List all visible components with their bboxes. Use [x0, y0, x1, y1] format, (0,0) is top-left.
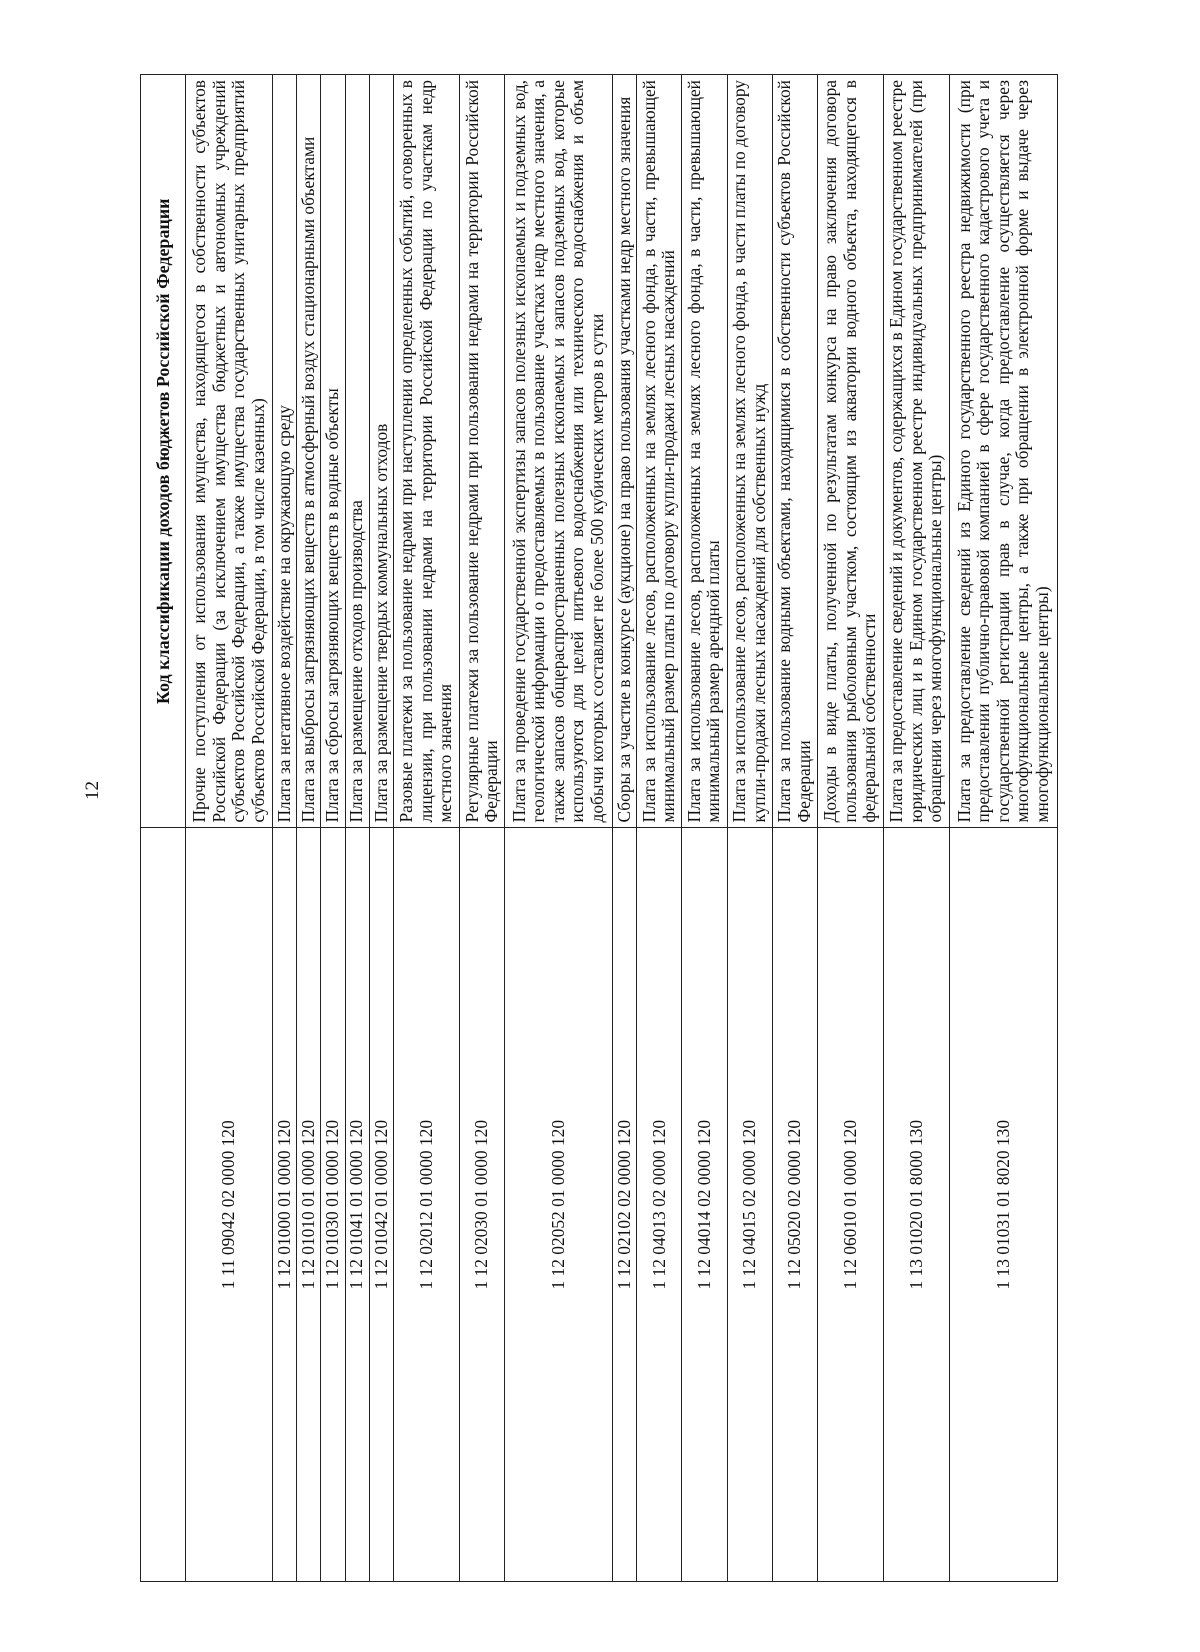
table-header-code	[141, 828, 186, 1582]
rotated-table-container	[140, 74, 1058, 1582]
income-description: Плата за пользование водными объектами, находящимися в собственности субъектов Российской Федерации	[772, 75, 817, 829]
table-row	[297, 75, 321, 1582]
income-code: 1 11 09042 02 0000 120	[186, 828, 273, 1582]
income-description: Плата за предоставление сведений из Единого государственного реестра недвижимости (при предоставлении публично-правовой компанией в сфере государственного кадастрового учета и государственной регистрации прав в случае, когда предоставление осуществляется через многофункциональные центры, а также при обращении в электронной форме и выдаче через многофункциональные центры)	[949, 75, 1057, 829]
income-description: Регулярные платежи за пользование недрами при пользовании недрами на территории Российской Федерации	[459, 75, 504, 829]
income-code: 1 12 01041 01 0000 120	[345, 828, 369, 1582]
income-description: Доходы в виде платы, полученной по результатам конкурса на право заключения договора пользования рыболовным участком, состоящим из акватории водного объекта, находящегося в федеральной собственности	[817, 75, 883, 829]
page-number: 12	[82, 781, 103, 800]
income-code: 1 12 04013 02 0000 120	[637, 828, 682, 1582]
table-row	[369, 75, 393, 1582]
income-description: Плата за негативное воздействие на окружающую среду	[273, 75, 297, 829]
income-description: Плата за размещение отходов производства	[345, 75, 369, 829]
income-code: 1 12 02012 01 0000 120	[393, 828, 459, 1582]
income-code: 1 13 01031 01 8020 130	[949, 828, 1057, 1582]
income-description: Плата за использование лесов, расположенных на землях лесного фонда, в части, превышающей минимальный размер платы по договору купли-продажи лесных насаждений	[637, 75, 682, 829]
income-code: 1 12 01042 01 0000 120	[369, 828, 393, 1582]
income-description: Плата за использование лесов, расположенных на землях лесного фонда, в части, превышающей минимальный размер арендной платы	[682, 75, 727, 829]
income-code: 1 12 05020 02 0000 120	[772, 828, 817, 1582]
table-row	[772, 75, 817, 1582]
table-row	[345, 75, 369, 1582]
table-row	[505, 75, 613, 1582]
income-description: Разовые платежи за пользование недрами при наступлении определенных событий, оговоренных в лицензии, при пользовании недрами на территории Российской Федерации по участкам недр местного значения	[393, 75, 459, 829]
income-description: Сборы за участие в конкурсе (аукционе) на право пользования участками недр местного значения	[613, 75, 637, 829]
income-description: Плата за предоставление сведений и документов, содержащихся в Едином государственном реестре юридических лиц и в Едином государственном реестре индивидуальных предпринимателей (при обращении через многофункциональные центры)	[883, 75, 949, 829]
income-code: 1 12 01030 01 0000 120	[321, 828, 345, 1582]
table-header-title: Код классификации доходов бюджетов Российской Федерации	[141, 75, 186, 829]
income-code: 1 12 02030 01 0000 120	[459, 828, 504, 1582]
table-row	[682, 75, 727, 1582]
income-code: 1 12 02052 01 0000 120	[505, 828, 613, 1582]
table-row	[321, 75, 345, 1582]
table-row	[459, 75, 504, 1582]
income-code: 1 12 01010 01 0000 120	[297, 828, 321, 1582]
table-row	[273, 75, 297, 1582]
income-code: 1 12 06010 01 0000 120	[817, 828, 883, 1582]
income-description: Плата за проведение государственной экспертизы запасов полезных ископаемых и подземных вод, геологической информации о предоставляемых в пользование участках недр местного значения, а также запасов общераспространенных полезных ископаемых и запасов подземных вод, которые используются для целей питьевого водоснабжения или технического водоснабжения и объем добычи которых составляет не более 500 кубических метров в сутки	[505, 75, 613, 829]
income-code: 1 13 01020 01 8000 130	[883, 828, 949, 1582]
table-row	[883, 75, 949, 1582]
income-description: Плата за выбросы загрязняющих веществ в атмосферный воздух стационарными объектами	[297, 75, 321, 829]
table-row	[613, 75, 637, 1582]
table-row	[727, 75, 772, 1582]
income-description: Плата за сбросы загрязняющих веществ в водные объекты	[321, 75, 345, 829]
income-description: Плата за размещение твердых коммунальных отходов	[369, 75, 393, 829]
income-code: 1 12 02102 02 0000 120	[613, 828, 637, 1582]
income-code: 1 12 01000 01 0000 120	[273, 828, 297, 1582]
income-code: 1 12 04014 02 0000 120	[682, 828, 727, 1582]
table-body	[186, 75, 1058, 1582]
table-row	[186, 75, 273, 1582]
table-header-row	[141, 75, 186, 1582]
table-row	[393, 75, 459, 1582]
table-row	[949, 75, 1057, 1582]
table-row	[817, 75, 883, 1582]
income-description: Прочие поступления от использования имущества, находящегося в собственности субъектов Российской Федерации (за исключением имущества бюджетных и автономных учреждений субъектов Российской Федерации, а также имущества государственных унитарных предприятий субъектов Российской Федерации, в том числе казенных)	[186, 75, 273, 829]
budget-classification-table	[140, 74, 1058, 1582]
income-code: 1 12 04015 02 0000 120	[727, 828, 772, 1582]
table-row	[637, 75, 682, 1582]
income-description: Плата за использование лесов, расположенных на землях лесного фонда, в части платы по договору купли-продажи лесных насаждений для собственных нужд	[727, 75, 772, 829]
